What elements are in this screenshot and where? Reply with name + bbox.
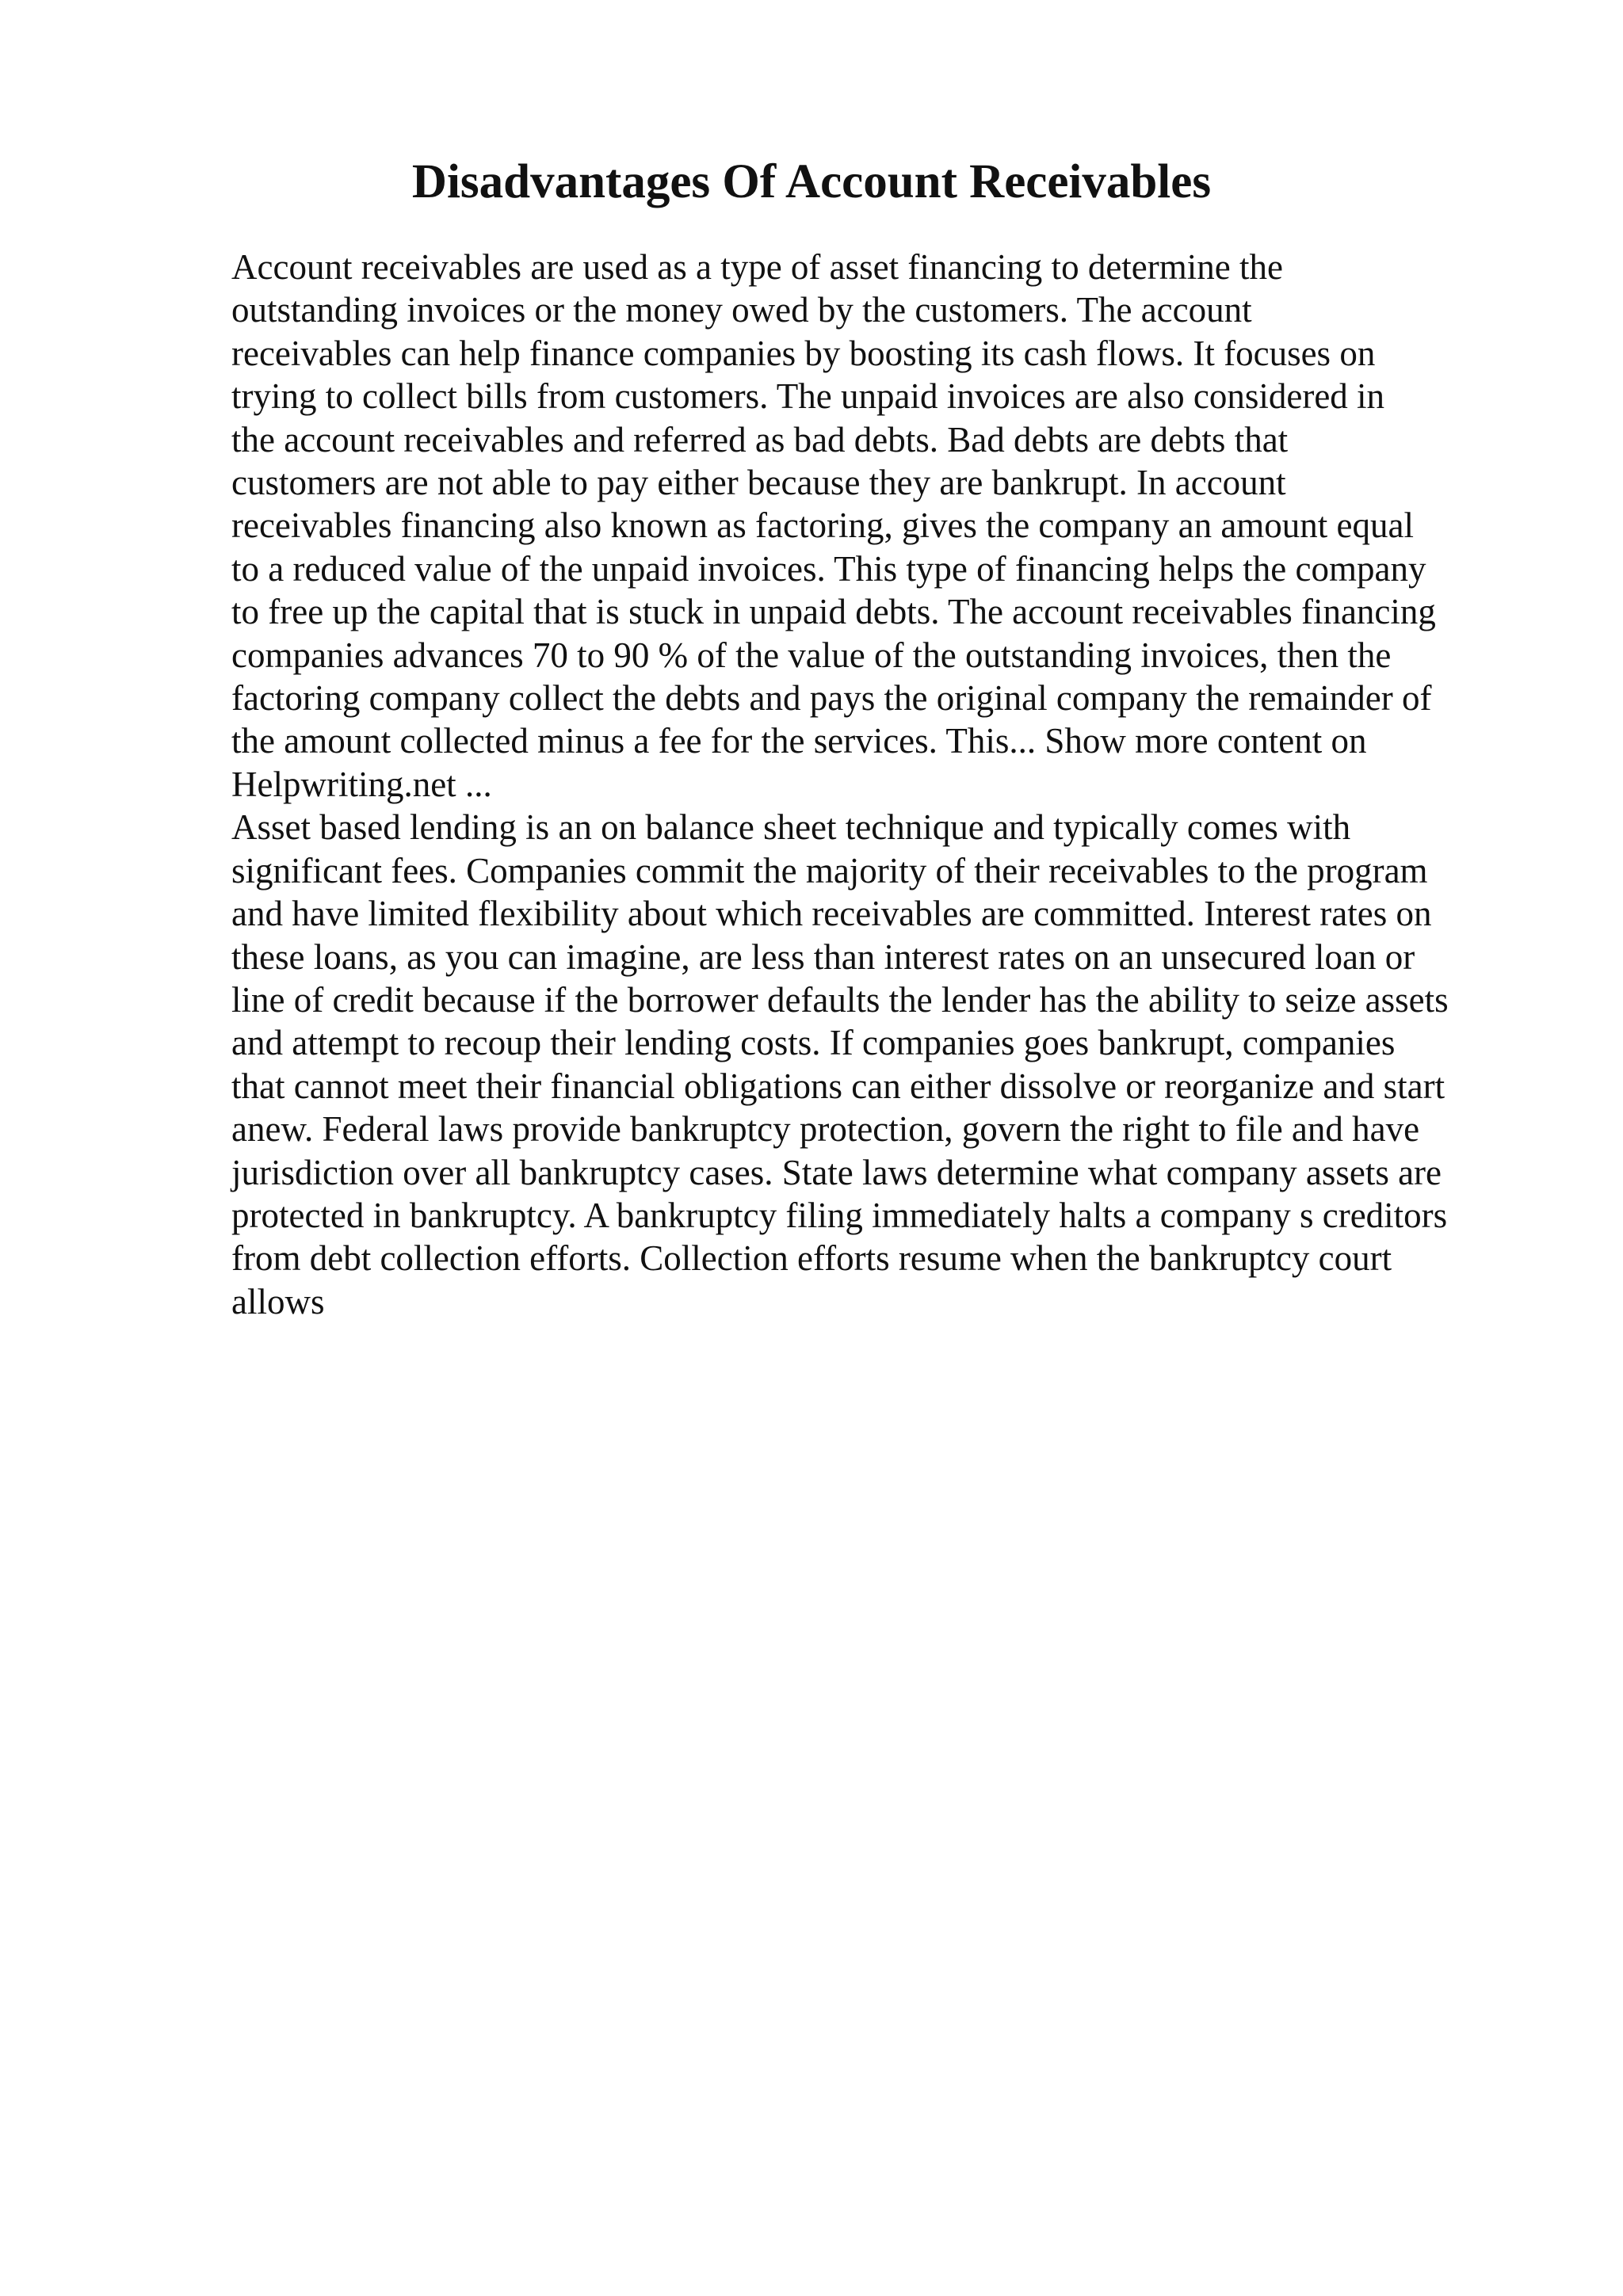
- body-line: the amount collected minus a fee for the services. This... Show more content on: [231, 721, 1367, 761]
- body-line: Helpwriting.net ...: [231, 764, 492, 804]
- body-line: these loans, as you can imagine, are less than interest rates on an unsecured loan or: [231, 936, 1415, 977]
- document-body: [231, 246, 1515, 1323]
- body-line: companies advances 70 to 90 % of the value of the outstanding invoices, then the: [231, 635, 1392, 675]
- body-line: line of credit because if the borrower defaults the lender has the ability to seize assets: [231, 979, 1449, 1020]
- body-line: the account receivables and referred as bad debts. Bad debts are debts that: [231, 419, 1289, 460]
- body-line: factoring company collect the debts and pays the original company the remainder of: [231, 678, 1432, 719]
- body-line: trying to collect bills from customers. The unpaid invoices are also considered in: [231, 376, 1385, 417]
- body-line: anew. Federal laws provide bankruptcy protection, govern the right to file and have: [231, 1109, 1420, 1150]
- body-line: outstanding invoices or the money owed by the customers. The account: [231, 290, 1252, 330]
- body-line: from debt collection efforts. Collection efforts resume when the bankruptcy court: [231, 1238, 1392, 1279]
- body-line: receivables can help finance companies by boosting its cash flows. It focuses on: [231, 333, 1376, 373]
- body-line: receivables financing also known as factoring, gives the company an amount equal: [231, 505, 1415, 546]
- body-line: to free up the capital that is stuck in unpaid debts. The account receivables financing: [231, 592, 1436, 632]
- body-line: Account receivables are used as a type of asset financing to determine the: [231, 247, 1283, 287]
- body-line: allows: [231, 1281, 325, 1322]
- body-line: Asset based lending is an on balance sheet technique and typically comes with: [231, 807, 1351, 848]
- body-line: jurisdiction over all bankruptcy cases. State laws determine what company assets are: [231, 1152, 1442, 1192]
- document-title: Disadvantages Of Account Receivables: [411, 155, 1212, 208]
- body-line: significant fees. Companies commit the majority of their receivables to the program: [231, 850, 1428, 891]
- body-line: and attempt to recoup their lending costs. If companies goes bankrupt, companies: [231, 1023, 1396, 1063]
- body-line: to a reduced value of the unpaid invoices. This type of financing helps the company: [231, 548, 1426, 589]
- body-line: protected in bankruptcy. A bankruptcy filing immediately halts a company s creditors: [231, 1195, 1448, 1235]
- body-line: customers are not able to pay either because they are bankrupt. In account: [231, 463, 1286, 503]
- body-line: that cannot meet their financial obligations can either dissolve or reorganize and start: [231, 1066, 1445, 1106]
- body-line: and have limited flexibility about which receivables are committed. Interest rates on: [231, 894, 1432, 934]
